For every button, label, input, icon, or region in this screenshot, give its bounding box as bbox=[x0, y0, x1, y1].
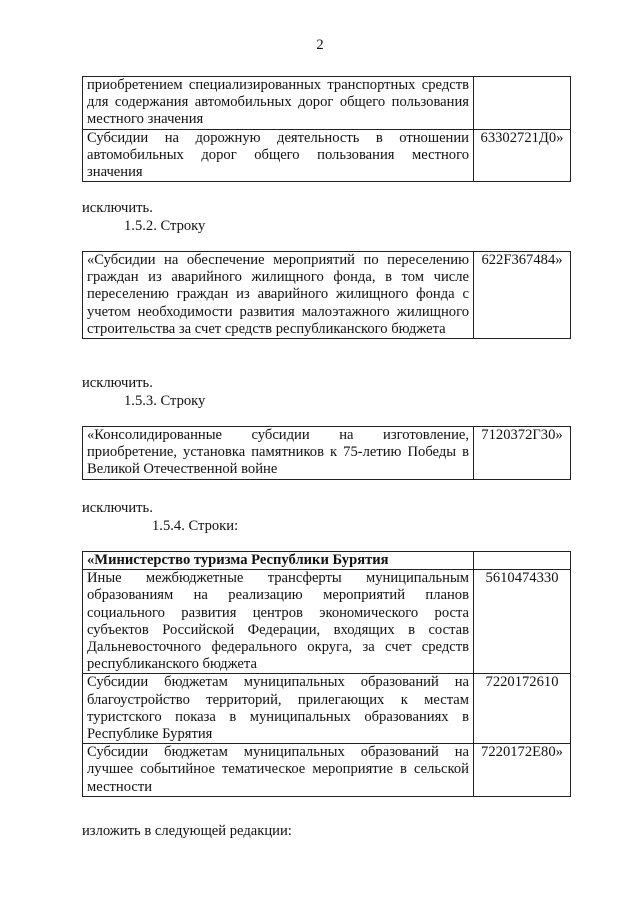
footer-text: изложить в следующей редакции: bbox=[82, 823, 292, 839]
table-resettlement bbox=[82, 251, 571, 339]
item-heading: 1.5.4. Строки: bbox=[152, 518, 239, 534]
table-row bbox=[83, 427, 571, 480]
row-text: Субсидии на дорожную деятельность в отношении автомобильных дорог общего пользования местного значения bbox=[83, 129, 474, 182]
row-text: «Консолидированные субсидии на изготовление, приобретение, установка памятников к 75-летию Победы в Великой Отечественной войне bbox=[83, 427, 474, 480]
row-text: Субсидии бюджетам муниципальных образований на лучшее событийное тематическое мероприятие в сельской местности bbox=[83, 744, 474, 797]
row-text: «Субсидии на обеспечение мероприятий по переселению граждан из аварийного жилищного фонда, в том числе переселению граждан из аварийного жилищного фонда с учетом необходимости развития малоэтажного жилищного строительства за счет средств республиканского бюджета bbox=[83, 252, 474, 339]
item-heading: 1.5.3. Строку bbox=[124, 393, 206, 409]
table-road-subsidies bbox=[82, 76, 571, 182]
row-code: 7220172Е80» bbox=[474, 744, 571, 797]
table-row bbox=[83, 570, 571, 674]
page-number: 2 bbox=[316, 37, 324, 53]
table-tourism-ministry bbox=[82, 551, 571, 797]
table-row bbox=[83, 252, 571, 339]
exclude-text: исключить. bbox=[82, 375, 153, 391]
row-code: 7120372Г30» bbox=[474, 427, 571, 480]
item-heading: 1.5.2. Строку bbox=[124, 218, 206, 234]
ministry-header: «Министерство туризма Республики Бурятия bbox=[83, 552, 474, 570]
row-code: 7220172610 bbox=[474, 674, 571, 744]
row-code bbox=[474, 552, 571, 570]
row-code: 63302721Д0» bbox=[474, 129, 571, 182]
row-text: Иные межбюджетные трансферты муниципальным образованиям на реализацию мероприятий планов социального развития центров экономического роста субъектов Российской Федерации, входящих в состав Дальневосточного федерального округа, за счет средств республиканского бюджета bbox=[83, 570, 474, 674]
exclude-text: исключить. bbox=[82, 200, 153, 216]
table-row bbox=[83, 744, 571, 797]
row-code: 622F367484» bbox=[474, 252, 571, 339]
row-text: приобретением специализированных транспортных средств для содержания автомобильных дорог общего пользования местного значения bbox=[83, 77, 474, 130]
table-row bbox=[83, 77, 571, 130]
exclude-text: исключить. bbox=[82, 500, 153, 516]
table-row bbox=[83, 674, 571, 744]
table-monuments bbox=[82, 426, 571, 480]
row-code: 5610474330 bbox=[474, 570, 571, 674]
table-row bbox=[83, 552, 571, 570]
row-code bbox=[474, 77, 571, 130]
table-row bbox=[83, 129, 571, 182]
row-text: Субсидии бюджетам муниципальных образований на благоустройство территорий, прилегающих к местам туристского показа в муниципальных образованиях в Республике Бурятия bbox=[83, 674, 474, 744]
